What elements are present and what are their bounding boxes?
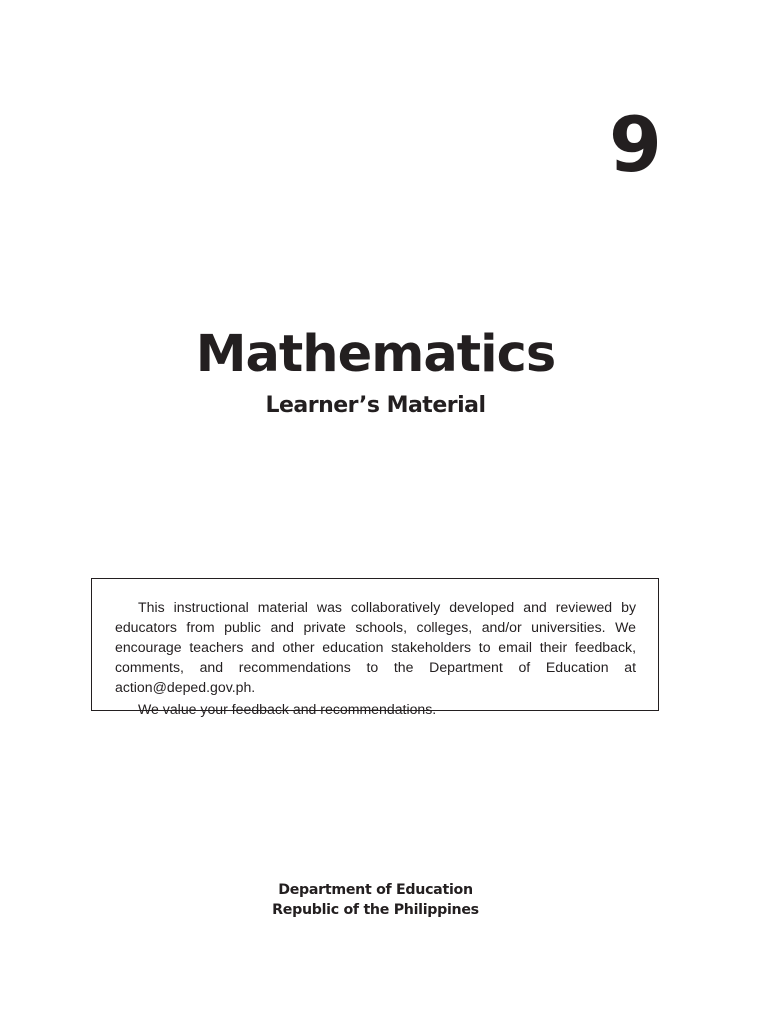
- feedback-notice-box: [91, 578, 659, 717]
- department-name: Department of Education: [278, 882, 473, 898]
- material-subtitle: Learner’s Material: [265, 393, 486, 418]
- notice-closing-line: We value your feedback and recommendations.: [138, 701, 437, 717]
- subject-title: Mathematics: [195, 325, 556, 384]
- notice-paragraph: This instructional material was collaboratively developed and reviewed by educators from public and private schools, colleges, and/or universities. We encourage teachers and other education stakeholders to email their feedback, comments, and recommendations to the Department of Education at action@deped.gov.ph.: [115, 599, 636, 695]
- grade-number: 9: [609, 100, 661, 189]
- country-name: Republic of the Philippines: [272, 902, 479, 918]
- publisher-footer: [0, 880, 751, 920]
